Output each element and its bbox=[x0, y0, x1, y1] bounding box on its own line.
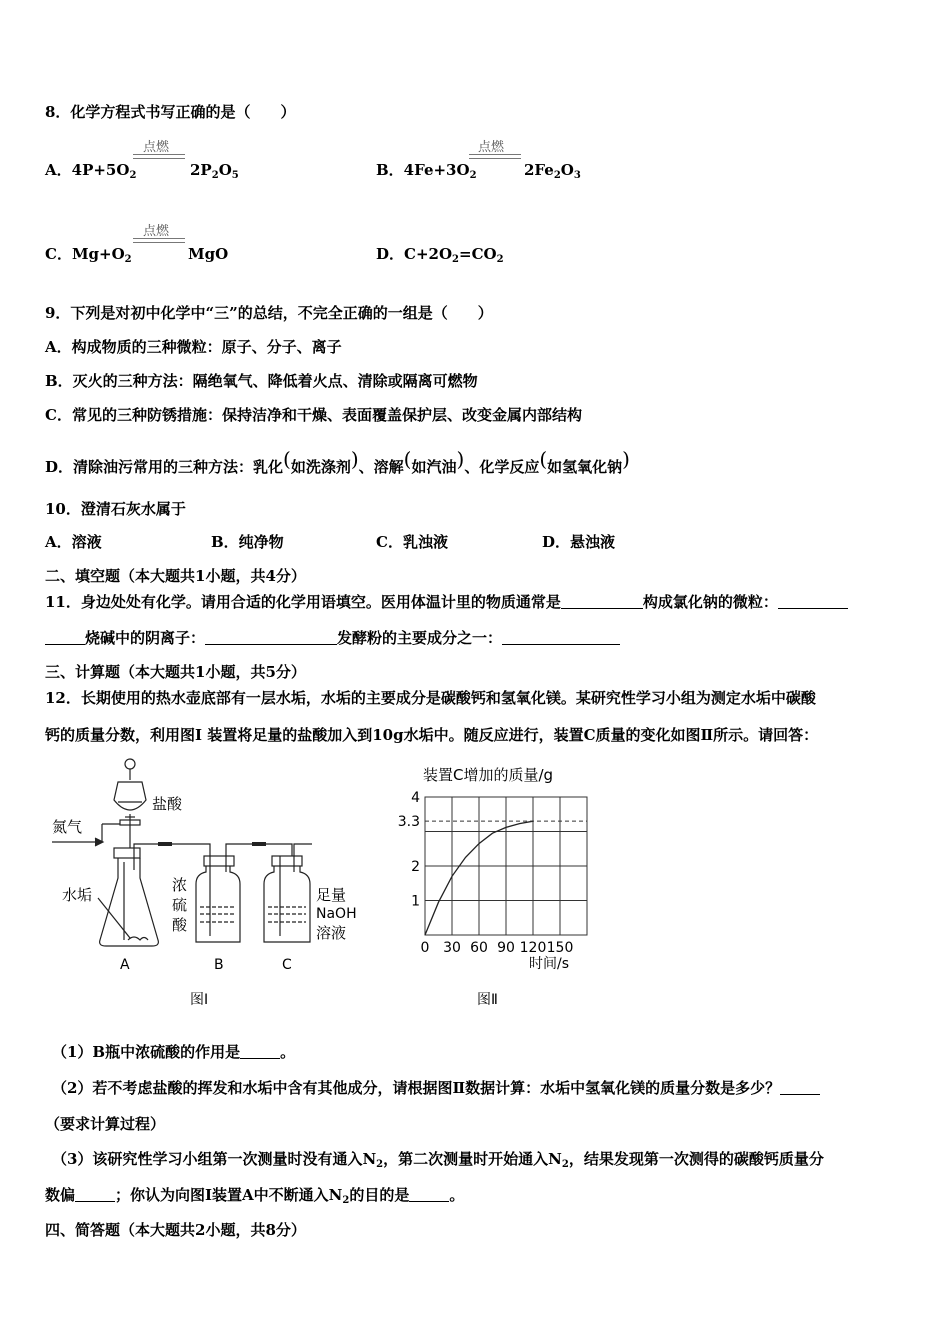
q12-part-1: （1）B瓶中浓硫酸的作用是 。 bbox=[52, 1043, 296, 1061]
figure-1-apparatus bbox=[40, 752, 380, 1014]
chart-x-tick-label: 30 bbox=[443, 940, 461, 956]
label-scale: 水垢 bbox=[62, 886, 93, 904]
bottle-c-stopper bbox=[272, 856, 302, 866]
q9-stem: 9．下列是对初中化学中“三”的总结，不完全正确的一组是（ ） bbox=[45, 304, 493, 322]
chart-title: 装置C增加的质量/g bbox=[423, 766, 554, 784]
q11-line-2: 烧碱中的阴离子： 发酵粉的主要成分之一： bbox=[45, 628, 620, 648]
label-naoh-3: 溶液 bbox=[316, 924, 347, 942]
label-b: B bbox=[214, 957, 224, 973]
chart-x-tick-label: 120 bbox=[519, 940, 547, 956]
chart-y-tick-label: 4 bbox=[411, 790, 420, 806]
q8-c-equals bbox=[133, 238, 185, 243]
figure-2-chart bbox=[385, 762, 600, 1012]
label-acid-2: 硫 bbox=[172, 896, 188, 914]
q10-option-d: D．悬浊液 bbox=[542, 533, 616, 551]
chart-x-tick-label: 150 bbox=[546, 940, 574, 956]
q9-option-d: D．清除油污常用的三种方法：乳化(如洗涤剂)、溶解(如汽油)、化学反应(如氢氧化钠) bbox=[45, 447, 630, 476]
chart-x-tick-label: 0 bbox=[420, 940, 430, 956]
q8-option-c: C．$Mg+O_2$ bbox=[45, 245, 132, 265]
q8-option-a-product: $2P_2O_5$ bbox=[190, 161, 239, 181]
label-a: A bbox=[120, 957, 130, 973]
q8-option-a: A．$4P+5O_2$ bbox=[45, 161, 137, 181]
figure-2-caption: 图Ⅱ bbox=[477, 992, 498, 1008]
q12-part-2: （2）若不考虑盐酸的挥发和水垢中含有其他成分，请根据图Ⅱ数据计算：水垢中氢氧化镁的质量分数是多少？ bbox=[52, 1078, 820, 1098]
chart-x-tick-label: 90 bbox=[497, 940, 515, 956]
chart-y-tick-label: 2 bbox=[411, 859, 420, 875]
q12-line-1: 12．长期使用的热水壶底部有一层水垢，水垢的主要成分是碳酸钙和氢氧化镁。某研究性学习小组为测定水垢中碳酸 bbox=[45, 689, 816, 707]
q8-b-equals bbox=[469, 154, 521, 159]
chart-x-tick-label: 60 bbox=[470, 940, 488, 956]
flask-a bbox=[100, 858, 159, 946]
q9-option-b: B．灭火的三种方法：隔绝氧气、降低着火点、清除或隔离可燃物 bbox=[45, 372, 478, 390]
q8-option-b: B．$4Fe+3O_2$ bbox=[376, 161, 477, 181]
label-acid-3: 酸 bbox=[172, 916, 188, 934]
q9-option-c: C．常见的三种防锈措施：保持洁净和干燥、表面覆盖保护层、改变金属内部结构 bbox=[45, 406, 582, 424]
label-naoh-1: 足量 bbox=[316, 886, 347, 904]
chart-y-tick-label: 1 bbox=[411, 893, 420, 910]
bottle-c bbox=[264, 866, 310, 942]
q10-stem: 10．澄清石灰水属于 bbox=[45, 500, 186, 518]
bottle-b bbox=[196, 866, 240, 942]
q11-line-1: 11．身边处处有化学。请用合适的化学用语填空。医用体温计里的物质通常是 构成氯化钠的微粒： bbox=[45, 592, 848, 612]
label-naoh-2: NaOH bbox=[316, 906, 357, 922]
q8-option-b-product: $2Fe_2O_3$ bbox=[524, 161, 581, 181]
separatory-funnel bbox=[114, 782, 146, 810]
q9-option-a: A．构成物质的三种微粒：原子、分子、离子 bbox=[45, 338, 342, 356]
label-c: C bbox=[282, 957, 292, 973]
q8-c-condition: 点燃 bbox=[143, 224, 170, 239]
chart-y-tick-label: 3.3 bbox=[397, 814, 420, 831]
label-nitrogen: 氮气 bbox=[52, 818, 83, 836]
bottle-b-stopper bbox=[204, 856, 234, 866]
q12-part-3-line-2: 数偏 ；你认为向图Ⅰ装置A中不断通入$N_2$的目的是 。 bbox=[45, 1186, 465, 1206]
q8-b-condition: 点燃 bbox=[478, 140, 505, 155]
q8-option-c-product: MgO bbox=[188, 245, 229, 263]
chart-xlabel: 时间/s bbox=[529, 956, 570, 972]
q8-a-equals bbox=[133, 154, 185, 159]
label-hydrochloric-acid: 盐酸 bbox=[152, 795, 183, 813]
section-2-heading: 二、填空题（本大题共1小题，共4分） bbox=[45, 567, 306, 585]
figure-1-caption: 图Ⅰ bbox=[190, 992, 209, 1008]
q8-stem: 8．化学方程式书写正确的是（ ） bbox=[45, 103, 296, 121]
section-3-heading: 三、计算题（本大题共1小题，共5分） bbox=[45, 663, 306, 681]
q8-a-condition: 点燃 bbox=[143, 140, 170, 155]
label-acid-1: 浓 bbox=[172, 876, 188, 894]
funnel-stopper bbox=[125, 759, 135, 769]
q10-option-c: C．乳浊液 bbox=[376, 533, 448, 551]
q12-part-3-line-1: （3）该研究性学习小组第一次测量时没有通入$N_2$，第二次测量时开始通入$N_2$，结果发现第一次测得的碳酸钙质量分 bbox=[52, 1150, 824, 1170]
q10-option-a: A．溶液 bbox=[45, 533, 102, 551]
flask-a-stopper bbox=[114, 848, 140, 858]
section-4-heading: 四、简答题（本大题共2小题，共8分） bbox=[45, 1221, 306, 1239]
q10-option-b: B．纯净物 bbox=[211, 533, 284, 551]
q12-line-2: 钙的质量分数，利用图Ⅰ 装置将足量的盐酸加入到10g水垢中。随反应进行，装置C质量的变化如图Ⅱ所示。请回答： bbox=[45, 726, 819, 744]
q8-option-d: D．$C+2O_2=CO_2$ bbox=[376, 245, 504, 265]
q12-part-2-note: （要求计算过程） bbox=[45, 1115, 166, 1133]
